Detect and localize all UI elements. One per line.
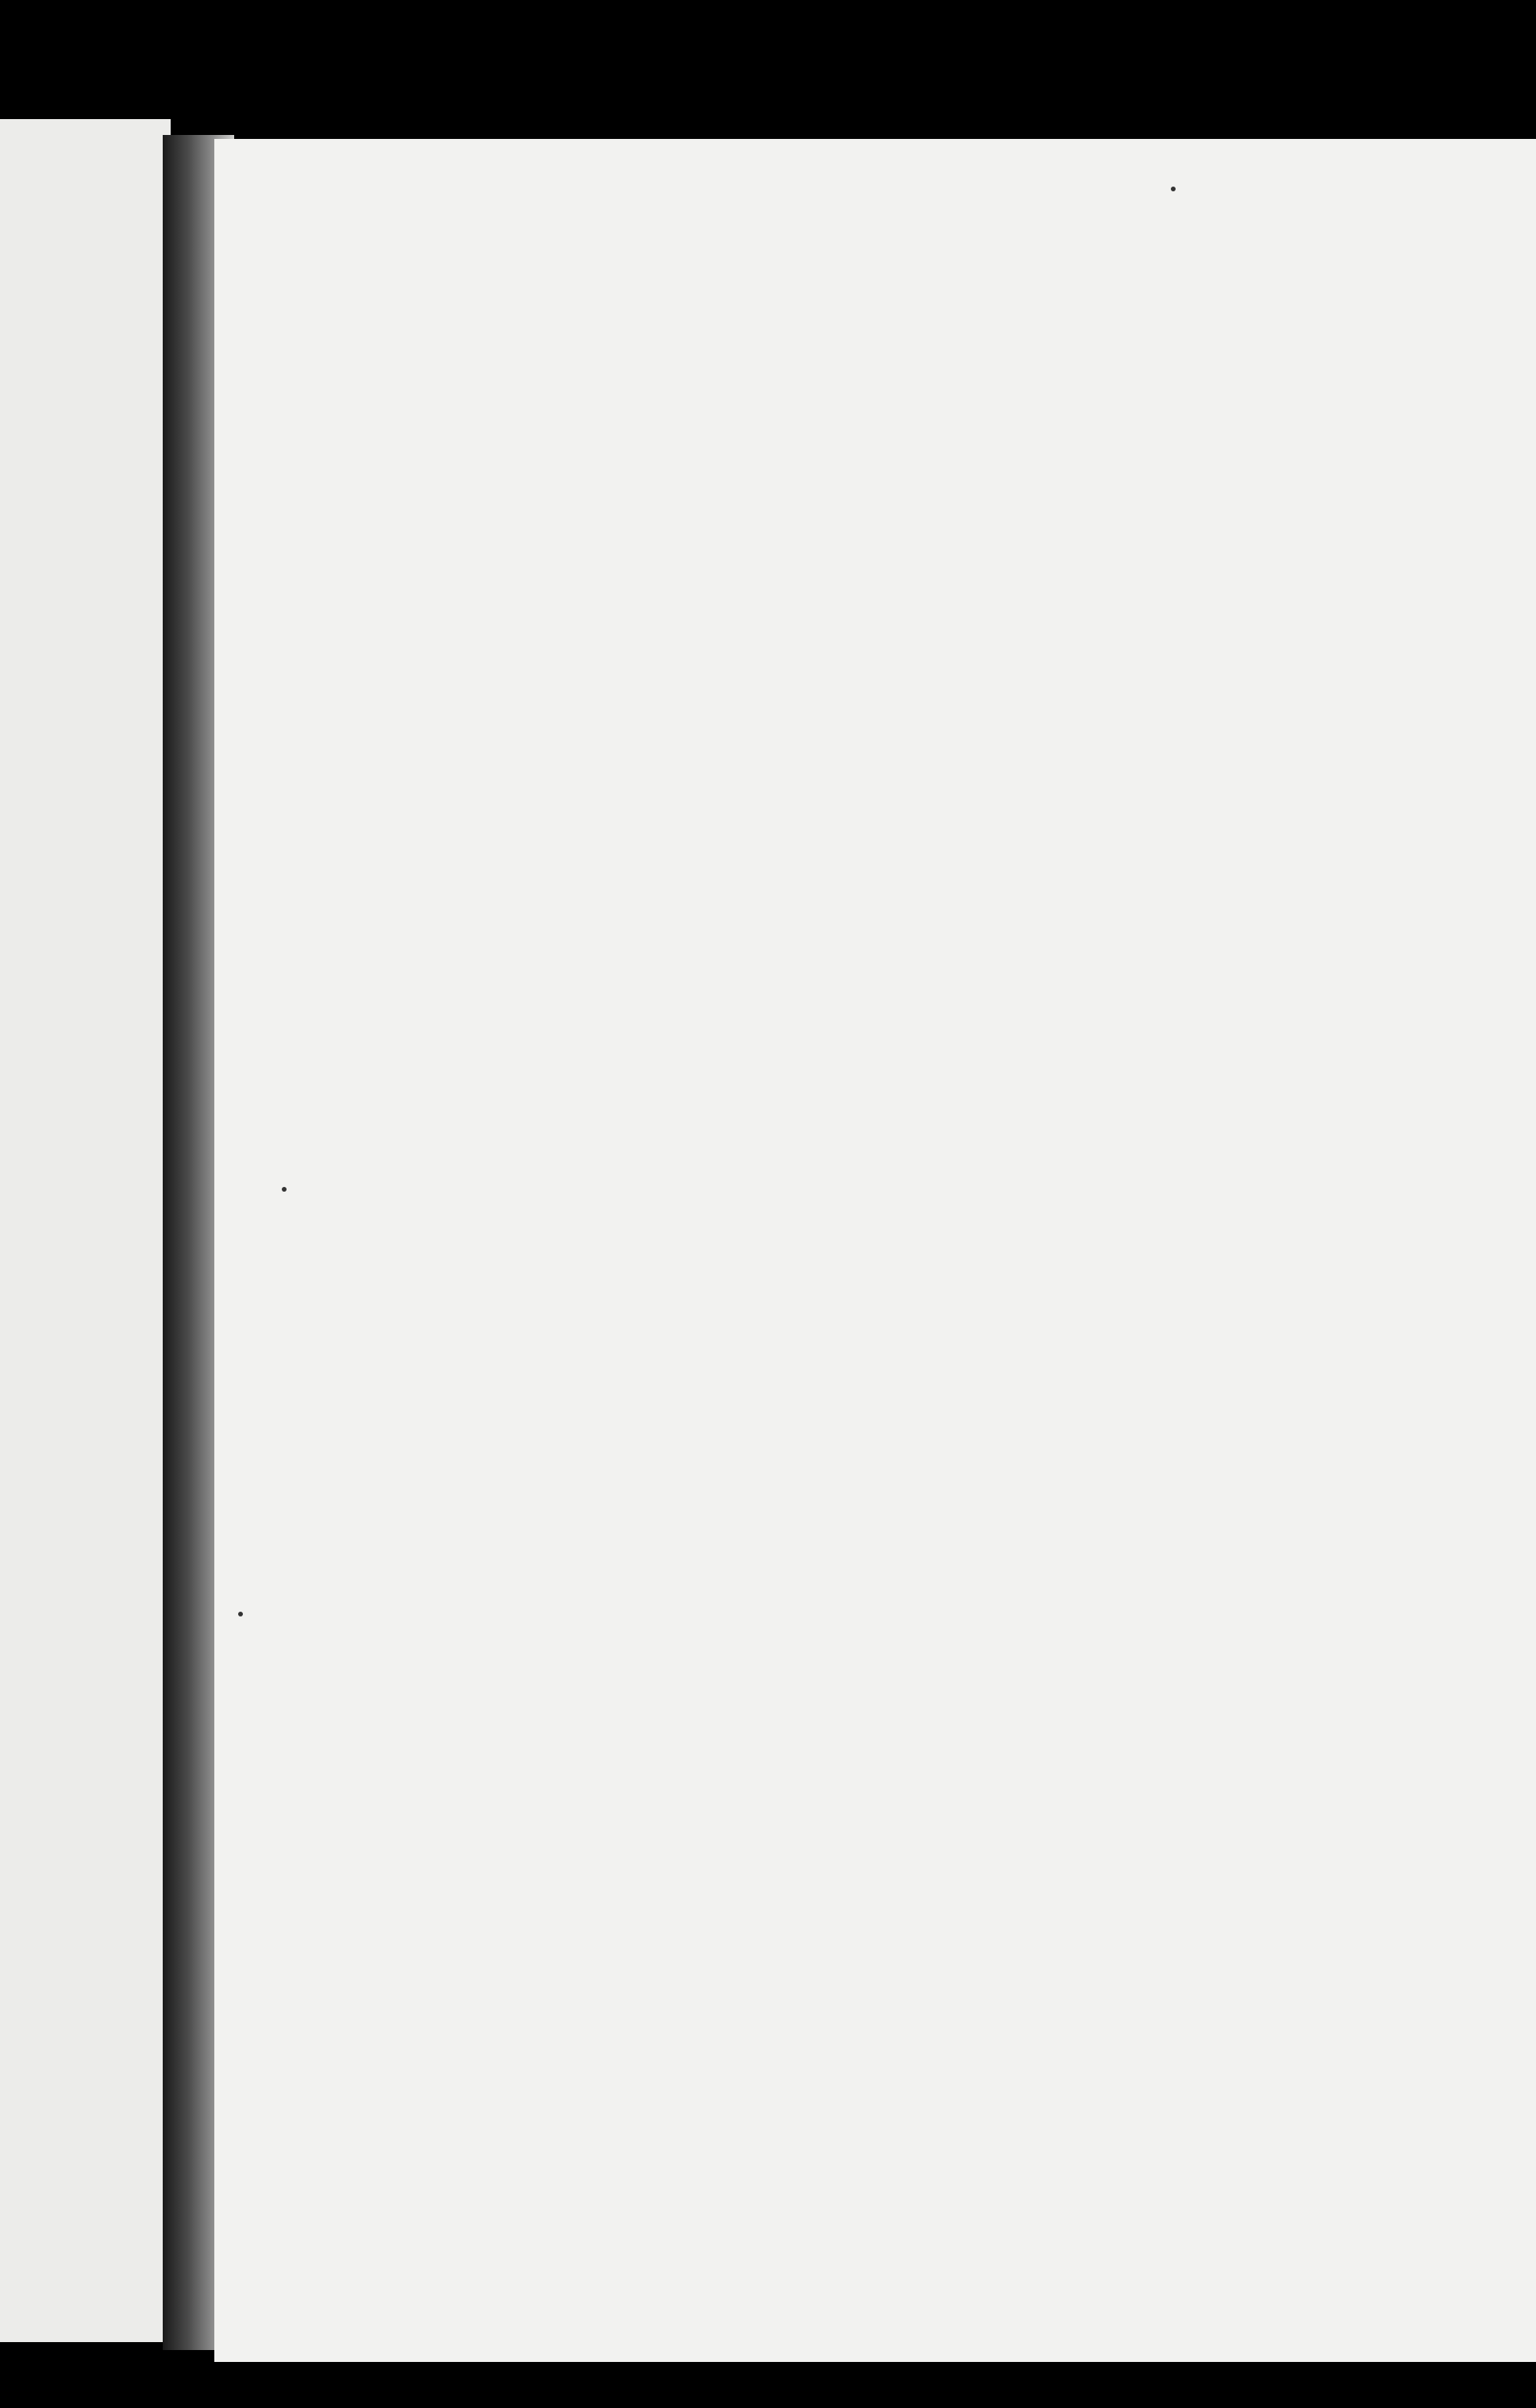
paper-speck: [1171, 187, 1176, 191]
table-of-contents: [348, 413, 1429, 489]
running-head: [348, 413, 1429, 489]
book-page: [214, 139, 1536, 2362]
paper-speck: [238, 1612, 243, 1616]
facing-page-edge: [0, 119, 171, 2342]
running-title: [349, 413, 1429, 433]
paper-speck: [282, 1187, 287, 1192]
